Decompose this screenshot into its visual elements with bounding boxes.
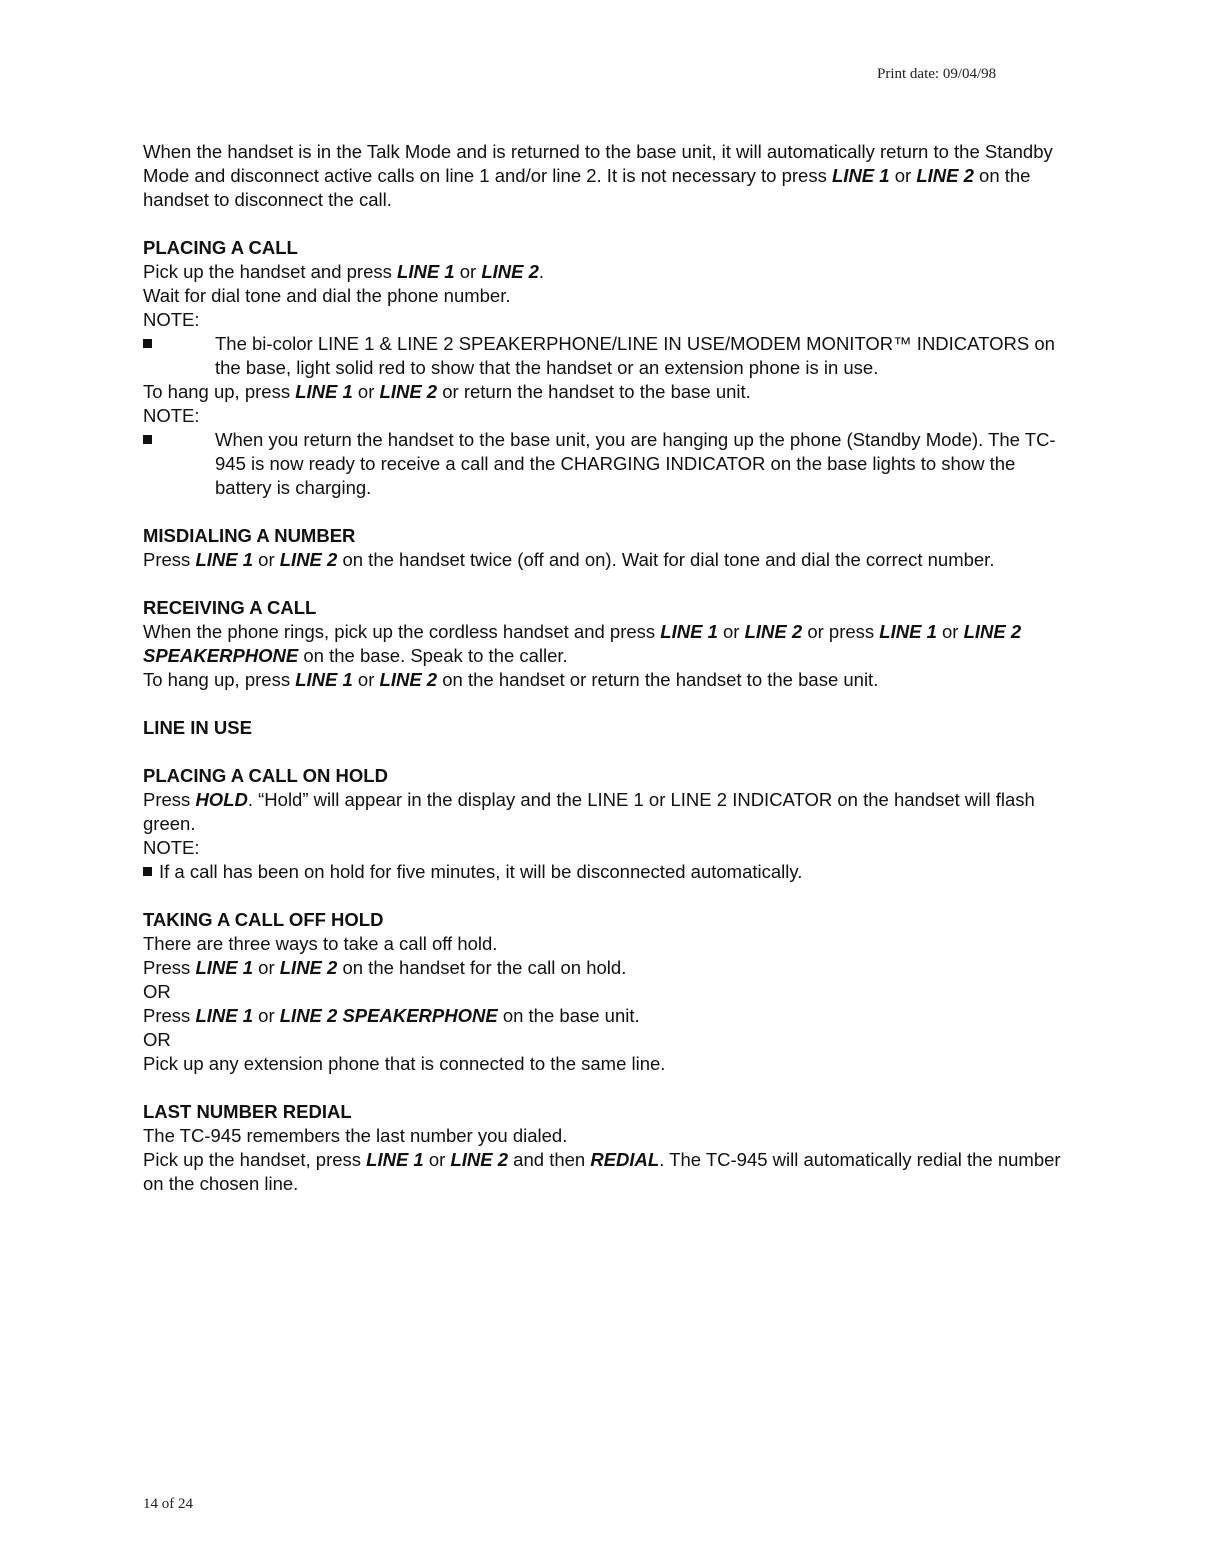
bullet-text: When you return the handset to the base unit, you are hanging up the phone (Standby Mode). The TC-945 is now ready to receive a call and the CHARGING INDICATOR on the base lights to show the battery is charging. [215,429,1056,498]
text: Press [143,1005,196,1026]
text: on the base. Speak to the caller. [298,645,568,666]
text: Press [143,549,196,570]
text: To hang up, press [143,669,296,690]
text: . “Hold” will appear in the display and the LINE 1 or LINE 2 INDICATOR on the handset will flash green. [143,789,1035,834]
text: on the handset or return the handset to the base unit. [437,669,879,690]
intro-text-3: on the handset to disconnect the call. [143,165,1031,210]
or-separator: OR [143,1029,171,1050]
text: or [253,1005,280,1026]
key-line1: LINE 1 [397,261,455,282]
bullet-square-icon [143,867,152,876]
intro-text-2: or [889,165,917,186]
text: Pick up the handset and press [143,261,398,282]
hold-paragraph [143,788,1073,836]
text: on the handset twice (off and on). Wait for dial tone and dial the correct number. [337,549,995,570]
bullet-text: The bi-color LINE 1 & LINE 2 SPEAKERPHONE/LINE IN USE/MODEM MONITOR™ INDICATORS on the base, light solid red to show that the handset or an extension phone is in use. [215,333,1055,378]
key-line2: LINE 2 [379,381,438,402]
bullet-item [143,860,1073,884]
offhold-line-2 [143,956,1073,980]
key-redial: REDIAL [590,1149,660,1170]
intro-text-1: When the handset is in the Talk Mode and is returned to the base unit, it will automatically return to the Standby Mode and disconnect active calls on line 1 and/or line 2. It is not necessary to press [143,141,1053,186]
print-date: Print date: 09/04/98 [877,66,997,82]
text: or [717,621,745,642]
key-hold: HOLD [195,789,248,810]
bullet-item [143,428,1073,500]
key-line2-speakerphone: LINE 2 SPEAKERPHONE [279,1005,498,1026]
bullet-square-icon [143,339,152,348]
intro-paragraph [143,140,1073,212]
redial-line-2 [143,1148,1073,1196]
text: or [423,1149,451,1170]
key-line2: LINE 2 [916,165,974,186]
text: When the phone rings, pick up the cordless handset and press [143,621,661,642]
placing-hangup-line [143,380,1073,404]
text: or [454,261,482,282]
key-line2: LINE 2 [450,1149,509,1170]
key-line1: LINE 1 [832,165,890,186]
text: . The TC-945 will automatically redial the number on the chosen line. [143,1149,1061,1194]
text: or press [802,621,880,642]
heading-last-number-redial: LAST NUMBER REDIAL [143,1101,352,1122]
text: or [352,381,380,402]
bullet-square-icon [143,435,152,444]
key-line1: LINE 1 [879,621,937,642]
placing-line-1 [143,260,1073,284]
key-line2-speakerphone: LINE 2 SPEAKERPHONE [143,621,1022,666]
key-line2: LINE 2 [744,621,803,642]
heading-misdialing: MISDIALING A NUMBER [143,525,356,546]
key-line1: LINE 1 [195,1005,254,1026]
note-label: NOTE: [143,309,200,330]
text: Press [143,789,196,810]
key-line2: LINE 2 [279,957,338,978]
text: on the base unit. [497,1005,640,1026]
key-line1: LINE 1 [195,957,254,978]
receiving-paragraph [143,620,1073,668]
key-line2: LINE 2 [379,669,438,690]
page-number: 14 of 24 [143,1496,193,1512]
text: or [352,669,380,690]
key-line1: LINE 1 [366,1149,424,1170]
text: or [936,621,964,642]
text: on the handset for the call on hold. [337,957,627,978]
bullet-text: If a call has been on hold for five minutes, it will be disconnected automatically. [159,861,803,882]
receiving-hangup-line [143,668,1073,692]
bullet-item [143,332,1073,380]
note-label: NOTE: [143,405,200,426]
key-line2: LINE 2 [481,261,539,282]
text: . [538,261,545,282]
placing-line-2: Wait for dial tone and dial the phone number. [143,285,511,306]
text: Press [143,957,196,978]
key-line2: LINE 2 [279,549,338,570]
offhold-line-3 [143,1004,1073,1028]
text: To hang up, press [143,381,296,402]
misdial-paragraph [143,548,1073,572]
document-body [143,140,1073,1196]
text: or [253,549,280,570]
heading-placing-call-on-hold: PLACING A CALL ON HOLD [143,765,388,786]
key-line1: LINE 1 [295,669,353,690]
text: and then [508,1149,591,1170]
offhold-line-4: Pick up any extension phone that is connected to the same line. [143,1053,666,1074]
or-separator: OR [143,981,171,1002]
key-line1: LINE 1 [660,621,718,642]
note-label: NOTE: [143,837,200,858]
heading-taking-call-off-hold: TAKING A CALL OFF HOLD [143,909,384,930]
text: or [253,957,280,978]
text: or return the handset to the base unit. [437,381,751,402]
heading-line-in-use: LINE IN USE [143,717,252,738]
text: Pick up the handset, press [143,1149,367,1170]
offhold-line-1: There are three ways to take a call off hold. [143,933,498,954]
key-line1: LINE 1 [195,549,254,570]
heading-placing-a-call: PLACING A CALL [143,237,298,258]
redial-line-1: The TC-945 remembers the last number you dialed. [143,1125,568,1146]
heading-receiving-a-call: RECEIVING A CALL [143,597,317,618]
key-line1: LINE 1 [295,381,353,402]
